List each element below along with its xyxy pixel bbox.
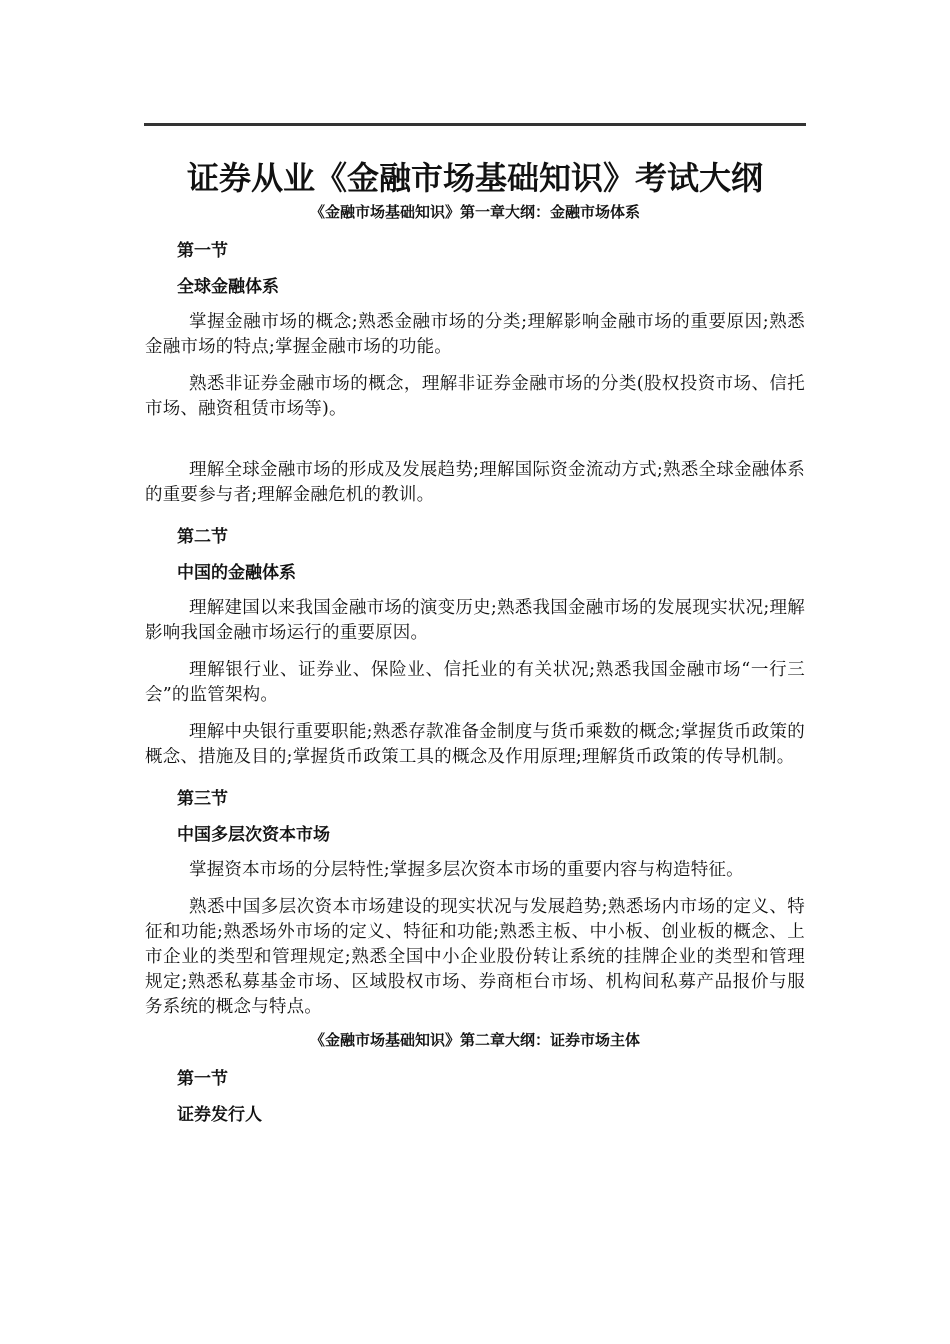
chapter-heading: 《金融市场基础知识》第二章大纲：证券市场主体 — [309, 1031, 640, 1049]
paragraph: 熟悉中国多层次资本市场建设的现实状况与发展趋势;熟悉场内市场的定义、特征和功能;熟悉场外市场的定义、特征和功能;熟悉主板、中小板、创业板的概念、上市企业的类型和管理规定;熟悉全国中小企业股份转让系统的挂牌企业的类型和管理规定;熟悉私募基金市场、区域股权市场、券商柜台市场、机构间私募产品报价与服务系统的概念与特点。 — [145, 897, 805, 1017]
paragraph: 理解建国以来我国金融市场的演变历史;熟悉我国金融市场的发展现实状况;理解影响我国金融市场运行的重要原因。 — [145, 598, 805, 643]
chapter-1-section-2 — [145, 526, 805, 770]
chapter-1-section-3 — [145, 788, 805, 1020]
chapter-1 — [145, 202, 805, 1020]
section-title: 中国的金融体系 — [177, 563, 296, 583]
section-title: 证券发行人 — [177, 1105, 262, 1125]
paragraph: 理解中央银行重要职能;熟悉存款准备金制度与货币乘数的概念;掌握货币政策的概念、措施及目的;掌握货币政策工具的概念及作用原理;理解货币政策的传导机制。 — [145, 722, 805, 767]
section-title: 中国多层次资本市场 — [177, 825, 330, 845]
section-label: 第一节 — [177, 241, 228, 261]
document-title: 证券从业《金融市场基础知识》考试大纲 — [186, 159, 763, 197]
chapter-1-section-1 — [145, 240, 805, 508]
paragraph: 掌握金融市场的概念;熟悉金融市场的分类;理解影响金融市场的重要原因;熟悉金融市场的特点;掌握金融市场的功能。 — [145, 312, 805, 357]
section-label: 第二节 — [177, 527, 228, 547]
chapter-heading: 《金融市场基础知识》第一章大纲：金融市场体系 — [309, 203, 640, 221]
paragraph: 掌握资本市场的分层特性;掌握多层次资本市场的重要内容与构造特征。 — [189, 860, 744, 880]
chapter-2 — [145, 1030, 805, 1126]
paragraph: 熟悉非证券金融市场的概念，理解非证券金融市场的分类(股权投资市场、信托市场、融资租赁市场等)。 — [145, 374, 805, 419]
document-body — [145, 150, 805, 1126]
chapter-2-section-1 — [145, 1068, 805, 1126]
paragraph: 理解全球金融市场的形成及发展趋势;理解国际资金流动方式;熟悉全球金融体系的重要参与者;理解金融危机的教训。 — [145, 460, 805, 505]
section-title: 全球金融体系 — [177, 277, 279, 297]
paragraph: 理解银行业、证券业、保险业、信托业的有关状况;熟悉我国金融市场“一行三会”的监管架构。 — [145, 660, 805, 705]
section-label: 第三节 — [177, 789, 228, 809]
section-label: 第一节 — [177, 1069, 228, 1089]
header-rule — [144, 123, 806, 126]
